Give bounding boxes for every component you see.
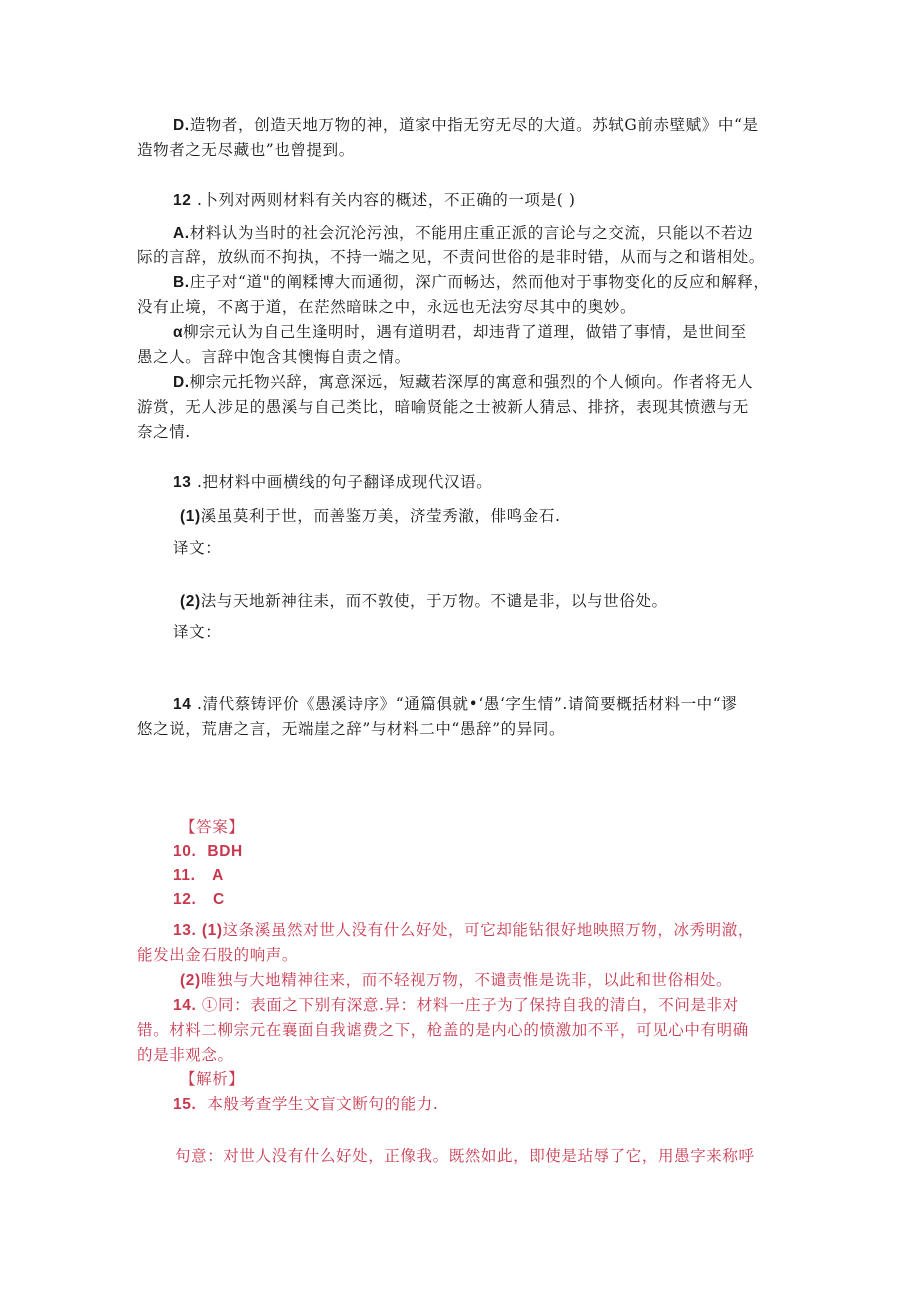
sentence-meaning: 句意：对世人没有什么好处，正像我。既然如此，即使是玷辱了它，用愚字来称呼 — [175, 1147, 755, 1165]
option-label: A. — [173, 225, 190, 242]
q12-option-d-line1: D.柳宗元托物兴辞，寓意深远，短藏若深厚的寓意和强烈的个人倾向。作者将无人 — [173, 373, 754, 391]
answer-13-s1-line2: 能发出金石股的响声。 — [137, 946, 299, 964]
q12-option-a-line1: A.材料认为当时的社会沉沦污浊，不能用庄重正派的言论与之交流，只能以不若边 — [173, 224, 754, 242]
q12-option-d-line2: 游赏，无人涉足的愚溪与自己类比，暗喻贤能之士被新人猜忌、排挤，表现其愤懑与无 — [137, 398, 749, 416]
q12-option-c-line2: 愚之人。言辞中饱含其懊悔自责之情。 — [137, 348, 411, 366]
q12-option-c-line1: α柳宗元认为自己生逢明时，遇有道明君，却违背了道理，做错了事情，是世间至 — [173, 323, 747, 341]
answer-header: 【答案】 — [180, 818, 245, 836]
option-label: D. — [173, 374, 190, 391]
question-number: 13 — [173, 474, 192, 491]
analysis-header: 【解析】 — [180, 1070, 245, 1088]
question-number: 12 — [173, 192, 192, 209]
q12-stem: 12 .卜列对两则材料有关内容的概述，不正确的一项是( ) — [173, 191, 576, 209]
answer-13-s1-line1: 13. (1)这条溪虽然对世人没有什么好处，可它却能钻很好地映照万物，冰秀明澈， — [173, 921, 754, 939]
answer-14-line3: 的是非观念。 — [137, 1046, 234, 1064]
q11-option-d-line1: D.造物者，创造天地万物的神，道家中指无穷无尽的大道。苏轼G前赤壁赋》中“是 — [173, 116, 759, 134]
q13-sentence-2: (2)法与天地新神往耒，而不敦使，于万物。不谴是非，以与世俗处。 — [180, 592, 668, 610]
answer-13-s2: (2)唯独与大地精神往来，而不轻视万物，不谴责惟是诜非，以此和世俗相处。 — [180, 971, 733, 989]
q13-translation-label-2: 译文： — [173, 623, 222, 641]
answer-12: 12. C — [173, 891, 225, 908]
q14-stem-line2: 悠之说，荒唐之言，无端崖之辞”与材料二中“愚辞”的异同。 — [137, 720, 566, 738]
q13-stem: 13 .把材料中画横线的句子翻译成现代汉语。 — [173, 473, 493, 491]
q13-translation-label-1: 译文： — [173, 539, 222, 557]
answer-11: 11. A — [173, 867, 224, 884]
answer-14-line2: 错。材料二柳宗元在襄面自我谑费之下，枪盖的是内心的愤激加不平，可见心中有明确 — [137, 1021, 749, 1039]
q12-option-b-line1: B.庄子对“道"的阐糅博大而通彻，深广而畅达，然而他对于事物变化的反应和解释， — [173, 273, 770, 291]
option-label: B. — [173, 274, 190, 291]
question-number: 14 — [173, 696, 192, 713]
sub-label: (2) — [180, 593, 201, 610]
q13-sentence-1: (1)溪虽莫利于世，而善鉴万美，济莹秀澈，俳鸣金石. — [180, 507, 561, 525]
sub-label: (1) — [180, 508, 201, 525]
q12-option-b-line2: 没有止境，不离于道，在茫然暗昧之中，永远也无法穷尽其中的奥妙。 — [137, 298, 637, 316]
answer-15: 15. 本般考查学生文盲文断句的能力. — [173, 1095, 439, 1113]
q14-stem-line1: 14 .清代蔡铸评价《愚溪诗序》“通篇俱就•‘愚‘字生情”.请简要概括材料一中“谬 — [173, 695, 738, 713]
answer-14-line1: 14. ①同：表面之下别有深意.异：材料一庄子为了保持自我的清白，不问是非对 — [173, 996, 739, 1014]
q12-option-a-line2: 际的言辞，放纵而不拘执，不持一端之见，不责问世俗的是非时错，从而与之和谐相处。 — [137, 248, 765, 266]
option-label: α — [173, 324, 184, 341]
answer-10: 10. BDH — [173, 843, 243, 860]
q12-option-d-line3: 奈之情. — [137, 423, 191, 441]
q11-option-d-line2: 造物者之无尽藏也”也曾提到。 — [137, 141, 355, 159]
option-label: D. — [173, 117, 190, 134]
